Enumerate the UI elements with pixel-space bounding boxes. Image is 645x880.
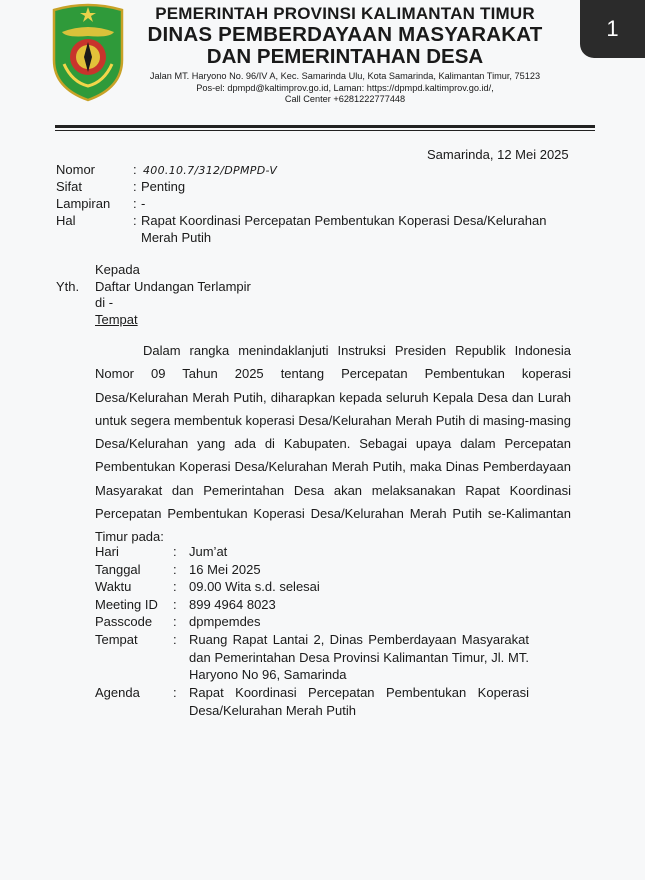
address-line2: Pos-el: dpmpd@kaltimprov.go.id, Laman: https://dpmpd.kaltimprov.go.id/, <box>196 82 494 93</box>
letter-date: Samarinda, 12 Mei 2025 <box>427 147 569 162</box>
sifat-label: Sifat <box>56 179 83 194</box>
letterhead <box>130 4 560 106</box>
meeting-id-label: Meeting ID <box>95 597 158 612</box>
sifat-value: Penting <box>141 179 186 194</box>
body-paragraph <box>95 339 571 549</box>
lampiran-value: - <box>141 196 146 211</box>
hari-label: Hari <box>95 544 119 559</box>
letterhead-rule-thick <box>55 125 595 128</box>
page-number-badge: 1 <box>580 0 645 58</box>
lampiran-colon: : <box>133 196 137 211</box>
sifat-colon: : <box>133 179 137 194</box>
kepada-label: Kepada <box>95 262 140 277</box>
tempat-label: Tempat <box>95 632 138 647</box>
passcode-label: Passcode <box>95 614 153 629</box>
hal-label: Hal <box>56 213 76 228</box>
address-line3: Call Center +6281222777448 <box>284 94 406 104</box>
recipient-tempat: Tempat <box>95 312 138 327</box>
tempat-colon: : <box>173 632 177 647</box>
lampiran-label: Lampiran <box>56 196 111 211</box>
address-line1: Jalan MT. Haryono No. 96/IV A, Kec. Samarinda Ulu, Kota Samarinda, Kalimantan Timur, 75123 <box>149 71 541 81</box>
passcode-colon: : <box>173 614 177 629</box>
letterhead-line1: PEMERINTAH PROVINSI KALIMANTAN TIMUR <box>155 4 535 23</box>
agenda-value: Rapat Koordinasi Percepatan Pembentukan Koperasi Desa/Kelurahan Merah Putih <box>189 685 529 718</box>
yth-label: Yth. <box>56 279 80 294</box>
letterhead-address <box>130 71 560 106</box>
hal-value-line1: Rapat Koordinasi Percepatan Pembentukan Koperasi Desa/Kelurahan <box>141 213 547 228</box>
recipient-name: Daftar Undangan Terlampir <box>95 279 251 294</box>
agenda-label: Agenda <box>95 685 140 700</box>
meeting-id-colon: : <box>173 597 177 612</box>
waktu-label: Waktu <box>95 579 132 594</box>
recipient-di: di - <box>95 295 114 310</box>
nomor-label: Nomor <box>56 162 96 177</box>
hari-colon: : <box>173 544 177 559</box>
nomor-colon: : <box>133 162 137 177</box>
nomor-value: 400.10.7/312/DPMPD-V <box>143 164 278 177</box>
tanggal-colon: : <box>173 562 177 577</box>
body-paragraph-text: Dalam rangka menindaklanjuti Instruksi Presiden Republik Indonesia Nomor 09 Tahun 2025 tentang Percepatan Pembentukan koperasi Desa/Kelurahan Merah Putih, diharapkan kepada seluruh Kepala Desa dan Lurah untuk segera membentuk koperasi Desa/Kelurahan Merah Putih di masing-masing Desa/Kelurahan yang ada di Kabupaten. Sebagai upaya dalam Percepatan Pembentukan Koperasi Desa/Kelurahan Merah Putih, maka Dinas Pemberdayaan Masyarakat dan Pemerintahan Desa akan melaksanakan Rapat Koordinasi Percepatan Pembentukan Koperasi Desa/Kelurahan Merah Putih se-Kalimantan Timur pada: <box>95 343 571 545</box>
hari-value: Jum’at <box>189 544 228 559</box>
hal-value-line2: Merah Putih <box>141 230 212 245</box>
letterhead-line3: DAN PEMERINTAHAN DESA <box>206 45 484 68</box>
province-emblem-logo <box>50 2 126 102</box>
tanggal-value: 16 Mei 2025 <box>189 562 261 577</box>
passcode-value: dpmpemdes <box>189 614 261 629</box>
waktu-colon: : <box>173 579 177 594</box>
tanggal-label: Tanggal <box>95 562 141 577</box>
meeting-id-value: 899 4964 8023 <box>189 597 276 612</box>
tempat-value: Ruang Rapat Lantai 2, Dinas Pemberdayaan Masyarakat dan Pemerintahan Desa Provinsi Kalimantan Timur, Jl. MT. Haryono No 96, Samarinda <box>189 632 529 682</box>
letterhead-rule-thin <box>55 130 595 131</box>
hal-colon: : <box>133 213 137 228</box>
letterhead-line2: DINAS PEMBERDAYAAN MASYARAKAT <box>147 23 543 46</box>
agenda-colon: : <box>173 685 177 700</box>
waktu-value: 09.00 Wita s.d. selesai <box>189 579 320 594</box>
